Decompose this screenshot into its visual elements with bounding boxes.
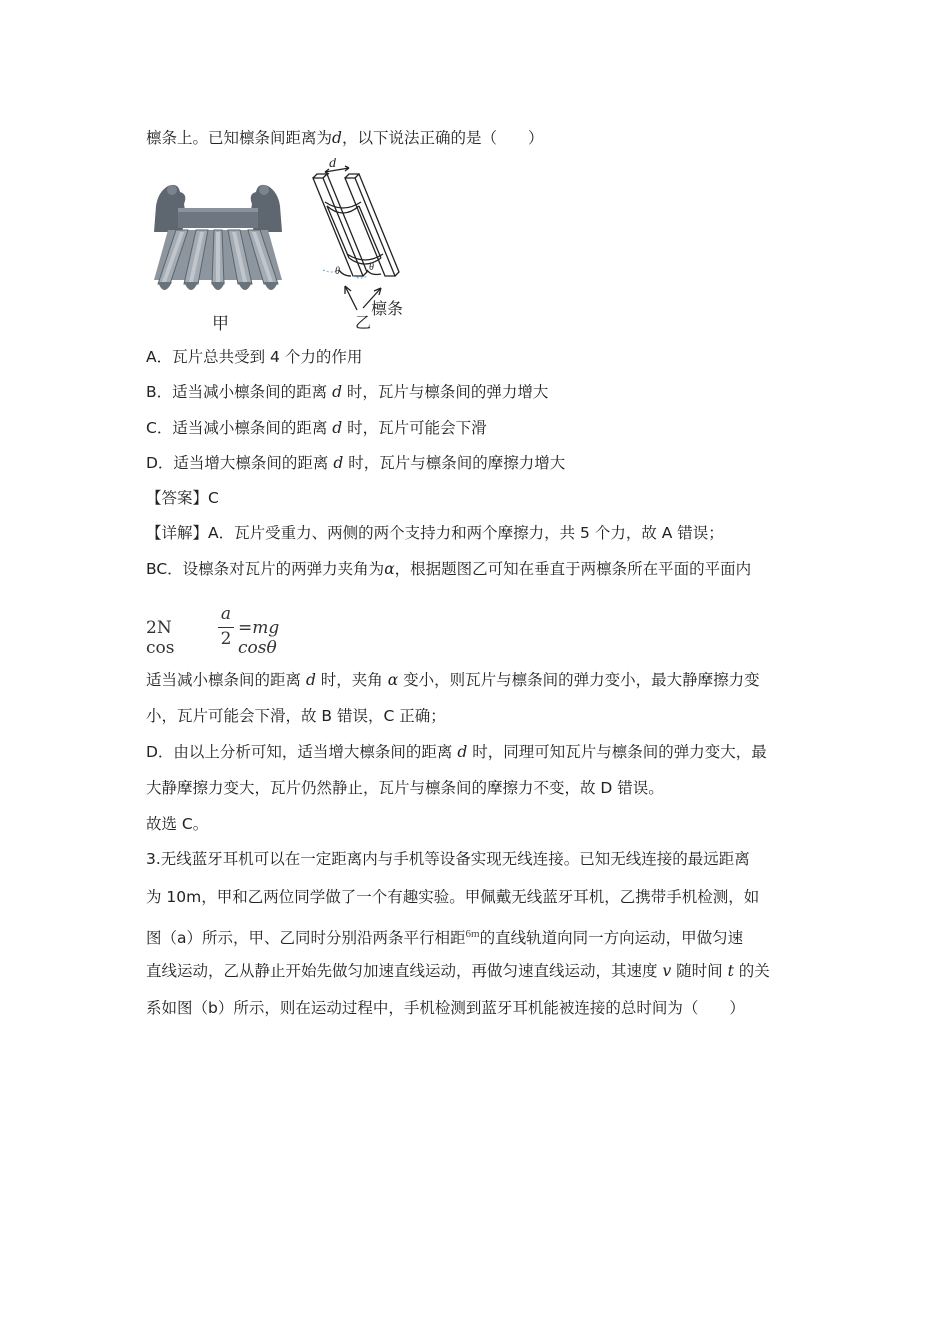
detail-line-3 [146,669,760,691]
answer-line: 【答案】C [146,489,219,507]
fraction-bar [218,627,234,628]
option-b-var: d [332,383,342,401]
q3-var-t: t [727,962,734,980]
detail-line-2-text: BC．设檩条对瓦片的两弹力夹角为 [146,560,385,578]
detail-line-1: 【详解】A．瓦片受重力、两侧的两个支持力和两个摩擦力，共 5 个力，故 A 错误； [146,524,724,542]
q3-line-2: 为 10m，甲和乙两位同学做了一个有趣实验。甲佩戴无线蓝牙耳机，乙携带手机检测，如 [146,888,760,906]
option-c-var: d [332,419,343,437]
detail-line-5-text-end: 时，同理可知瓦片与檩条间的弹力变大，最 [467,743,767,761]
detail-line-3-var-alpha: α [387,671,399,689]
detail-line-3-b: 时，夹角 [315,671,388,689]
q3-line-5: 系如图（b）所示，则在运动过程中，手机检测到蓝牙耳机能被连接的总时间为（ ） [146,999,745,1017]
detail-line-5-var-d: d [457,743,468,761]
q3-line-3-text: 图（a）所示，甲、乙同时分别沿两条平行相距 [146,929,466,947]
figure-label-jia: 甲 [212,314,229,334]
detail-line-7: 故选 C。 [146,815,209,833]
option-d-text-end: 时，瓦片与檩条间的摩擦力增大 [343,454,566,472]
option-c-text: C．适当减小檩条间的距离 [146,419,333,437]
intro-text: 檩条上。已知檩条间距离为 [146,129,333,147]
option-c [146,417,487,439]
option-c-text-end: 时，瓦片可能会下滑 [342,419,487,437]
q3-line-4-end: 的关 [733,962,770,980]
figure-yi-diagram [305,158,425,333]
detail-line-6: 大静摩擦力变大，瓦片仍然静止，瓦片与檩条间的摩擦力不变，故 D 错误。 [146,779,664,797]
q3-var-v: v [662,962,672,980]
detail-line-3-c: 变小，则瓦片与檩条间的弹力变小，最大静摩擦力变 [398,671,760,689]
question-intro [146,127,543,149]
option-a [146,346,362,368]
q3-line-4 [146,960,770,982]
option-d-text: D．适当增大檩条间的距离 [146,454,334,472]
formula-left: 2N cos [146,618,175,658]
detail-line-2-text-end: ，根据题图乙可知在垂直于两檩条所在平面的平面内 [394,560,752,578]
option-a-text: A．瓦片总共受到 4 个力的作用 [146,348,363,366]
q3-line-4-text: 直线运动，乙从静止开始先做匀加速直线运动，再做匀速直线运动，其速度 [146,962,663,980]
option-b-text: B．适当减小檩条间的距离 [146,383,333,401]
formula-right: =mg cosθ [238,618,280,658]
figure-label-yi: 乙 [355,313,372,332]
q3-line-3-text-end: 的直线轨道向同一方向运动，甲做匀速 [479,929,744,947]
figure-label-d: d [329,158,336,171]
figure-label-theta-left: θ [335,266,340,277]
detail-line-3-var-d: d [305,671,316,689]
detail-line-5-text: D．由以上分析可知，适当增大檩条间的距离 [146,743,458,761]
option-b [146,381,548,403]
option-d-var: d [333,454,344,472]
q3-line-1: 3.无线蓝牙耳机可以在一定距离内与手机等设备实现无线连接。已知无线连接的最远距离 [146,850,750,868]
detail-line-3-a: 适当减小檩条间的距离 [146,671,306,689]
formula-denominator: 2 [220,629,232,649]
detail-line-2 [146,558,751,580]
q3-line-3 [146,923,743,949]
intro-text-end: ，以下说法正确的是（ ） [341,129,544,147]
detail-line-4: 小，瓦片可能会下滑，故 B 错误，C 正确； [146,707,446,725]
option-d [146,452,565,474]
q3-line-4-mid: 随时间 [671,962,728,980]
detail-var-alpha: α [384,560,395,578]
q3-distance-6m: 6m [465,928,480,940]
figure-label-lintiao: 檩条 [371,299,404,318]
option-b-text-end: 时，瓦片与檩条间的弹力增大 [342,383,549,401]
figure-jia-roof-image [148,170,288,300]
intro-var-d: d [332,129,342,147]
formula-numerator: a [220,604,232,624]
detail-line-5 [146,741,767,763]
figure-label-theta-right: θ [369,262,374,273]
